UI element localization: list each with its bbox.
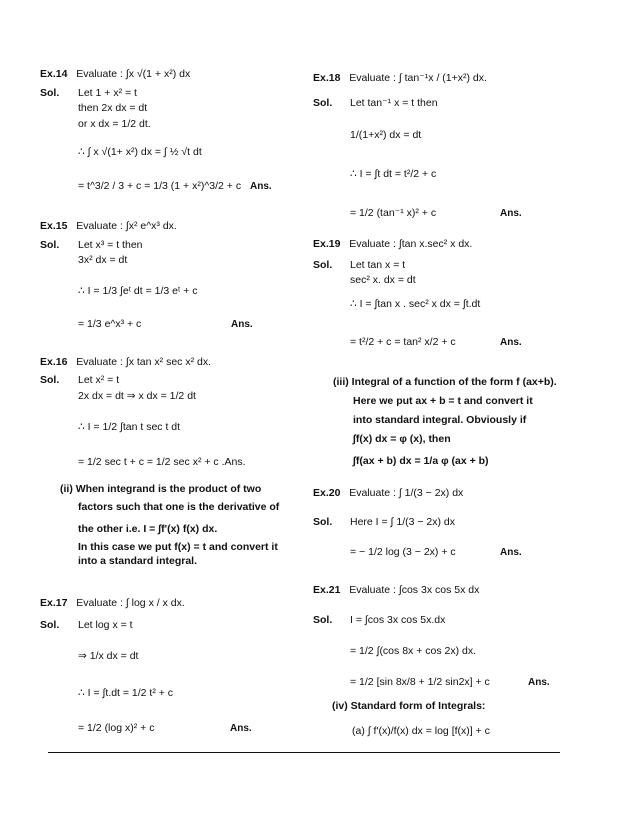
part-iii-line3: into standard integral. Obviously if	[353, 414, 527, 426]
ex18-prompt: Evaluate :	[349, 72, 396, 84]
ex21-line2: = 1/2 ∫(cos 8x + cos 2x) dx.	[350, 645, 477, 657]
ex14-line4: ∴ ∫ x √(1+ x²) dx = ∫ ½ √t dt	[78, 146, 202, 158]
ex21-line3: = 1/2 [sin 8x/8 + 1/2 sin2x] + c	[350, 676, 490, 688]
ex15-line4: = 1/3 e^x³ + c	[78, 318, 142, 330]
ex20-expr: ∫ 1/(3 − 2x) dx	[398, 487, 464, 499]
ex18-label: Ex.18	[313, 72, 341, 84]
ex15-sol-label: Sol.	[40, 239, 60, 251]
ex18-sol-label: Sol.	[313, 97, 333, 109]
ex19-prompt: Evaluate :	[349, 238, 396, 250]
ex19-header	[313, 238, 472, 251]
ex16-label: Ex.16	[40, 356, 68, 368]
ex21-line1: I = ∫cos 3x cos 5x.dx	[350, 614, 446, 626]
ex16-header	[40, 356, 211, 369]
part-ii-line1: (ii) When integrand is the product of two	[60, 483, 262, 495]
ex16-prompt: Evaluate :	[76, 356, 123, 368]
ex17-line3: ∴ I = ∫t.dt = 1/2 t² + c	[78, 687, 174, 699]
ex17-line4: = 1/2 (log x)² + c	[78, 722, 155, 734]
part-iv-title: (iv) Standard form of Integrals:	[332, 700, 486, 712]
part-ii	[60, 480, 279, 568]
ex17-header	[40, 597, 185, 610]
ex17-label: Ex.17	[40, 597, 68, 609]
ex17-sol-label: Sol.	[40, 619, 60, 631]
ex14-ans: Ans.	[250, 181, 272, 192]
ex20-label: Ex.20	[313, 487, 341, 499]
ex18-line4: = 1/2 (tan⁻¹ x)² + c	[350, 207, 437, 219]
ex15-line2: 3x² dx = dt	[78, 254, 128, 266]
ex21-expr: ∫cos 3x cos 5x dx	[398, 584, 480, 596]
part-iv-formula-a: (a) ∫ f'(x)/f(x) dx = log [f(x)] + c	[352, 725, 490, 737]
ex20-sol-label: Sol.	[313, 516, 333, 528]
ex19-sol-label: Sol.	[313, 259, 333, 271]
ex15-ans: Ans.	[231, 319, 253, 330]
ex21-header	[313, 584, 479, 597]
part-ii-line5: into a standard integral.	[78, 555, 198, 567]
ex14-prompt: Evaluate :	[76, 68, 123, 80]
ex18-expr: ∫ tan⁻¹x / (1+x²) dx.	[398, 72, 487, 84]
ex14-sol-label: Sol.	[40, 87, 60, 99]
ex14-line2: then 2x dx = dt	[78, 102, 148, 114]
footer-rule	[48, 752, 560, 753]
ex16-line2: 2x dx = dt ⇒ x dx = 1/2 dt	[78, 390, 196, 402]
ex20-ans: Ans.	[500, 547, 522, 558]
part-iii	[333, 373, 557, 471]
ex21-label: Ex.21	[313, 584, 341, 596]
ex16-line3: ∴ I = 1/2 ∫tan t sec t dt	[78, 421, 181, 433]
ex20-line2: = − 1/2 log (3 − 2x) + c	[350, 546, 456, 558]
ex14-line1: Let 1 + x² = t	[78, 87, 137, 99]
ex16-line4: = 1/2 sec t + c = 1/2 sec x² + c .Ans.	[78, 456, 246, 468]
ex19-line2: sec² x. dx = dt	[350, 274, 416, 286]
ex19-label: Ex.19	[313, 238, 341, 250]
ex18-header	[313, 72, 487, 85]
part-ii-line4: In this case we put f(x) = t and convert it	[78, 541, 278, 553]
ex14-header	[40, 68, 190, 81]
ex20-header	[313, 487, 463, 500]
part-iii-line4: ∫f(x) dx = φ (x), then	[353, 433, 451, 445]
ex15-label: Ex.15	[40, 220, 68, 232]
part-ii-line2: factors such that one is the derivative of	[78, 501, 280, 513]
ex19-line4: = t²/2 + c = tan² x/2 + c	[350, 336, 456, 348]
ex14-expr: ∫x √(1 + x²) dx	[125, 68, 191, 80]
ex18-line3: ∴ I = ∫t dt = t²/2 + c	[350, 168, 437, 180]
ex15-line3: ∴ I = 1/3 ∫eᵗ dt = 1/3 eᵗ + c	[78, 285, 198, 297]
ex20-prompt: Evaluate :	[349, 487, 396, 499]
ex19-expr: ∫tan x.sec² x dx.	[398, 238, 473, 250]
ex16-expr: ∫x tan x² sec x² dx.	[125, 356, 211, 368]
ex16-sol-label: Sol.	[40, 374, 60, 386]
ex20-line1: Here I = ∫ 1/(3 − 2x) dx	[350, 516, 456, 528]
ex16-line1: Let x² = t	[78, 374, 120, 386]
ex19-ans: Ans.	[500, 337, 522, 348]
part-ii-line3: the other i.e. I = ∫f'(x) f(x) dx.	[78, 523, 218, 535]
ex15-header	[40, 220, 177, 233]
part-iii-line1: (iii) Integral of a function of the form f (ax+b).	[333, 376, 557, 388]
part-iii-line2: Here we put ax + b = t and convert it	[353, 395, 533, 407]
ex19-line3: ∴ I = ∫tan x . sec² x dx = ∫t.dt	[350, 298, 481, 310]
ex21-ans: Ans.	[528, 677, 550, 688]
ex14-line3: or x dx = 1/2 dt.	[78, 118, 151, 130]
ex15-line1: Let x³ = t then	[78, 239, 143, 251]
ex19-line1: Let tan x = t	[350, 259, 406, 271]
ex17-ans: Ans.	[230, 723, 252, 734]
ex17-expr: ∫ log x / x dx.	[125, 597, 185, 609]
ex21-sol-label: Sol.	[313, 614, 333, 626]
ex14-line5: = t^3/2 / 3 + c = 1/3 (1 + x²)^3/2 + c	[78, 180, 242, 192]
ex18-line2: 1/(1+x²) dx = dt	[350, 129, 422, 141]
ex18-line1: Let tan⁻¹ x = t then	[350, 97, 438, 109]
ex17-prompt: Evaluate :	[76, 597, 123, 609]
ex14-label: Ex.14	[40, 68, 68, 80]
ex17-line2: ⇒ 1/x dx = dt	[78, 650, 139, 662]
part-iii-line5: ∫f(ax + b) dx = 1/a φ (ax + b)	[353, 455, 489, 467]
ex15-expr: ∫x² e^x³ dx.	[125, 220, 177, 232]
ex17-line1: Let log x = t	[78, 619, 133, 631]
ex21-prompt: Evaluate :	[349, 584, 396, 596]
ex18-ans: Ans.	[500, 208, 522, 219]
ex15-prompt: Evaluate :	[76, 220, 123, 232]
